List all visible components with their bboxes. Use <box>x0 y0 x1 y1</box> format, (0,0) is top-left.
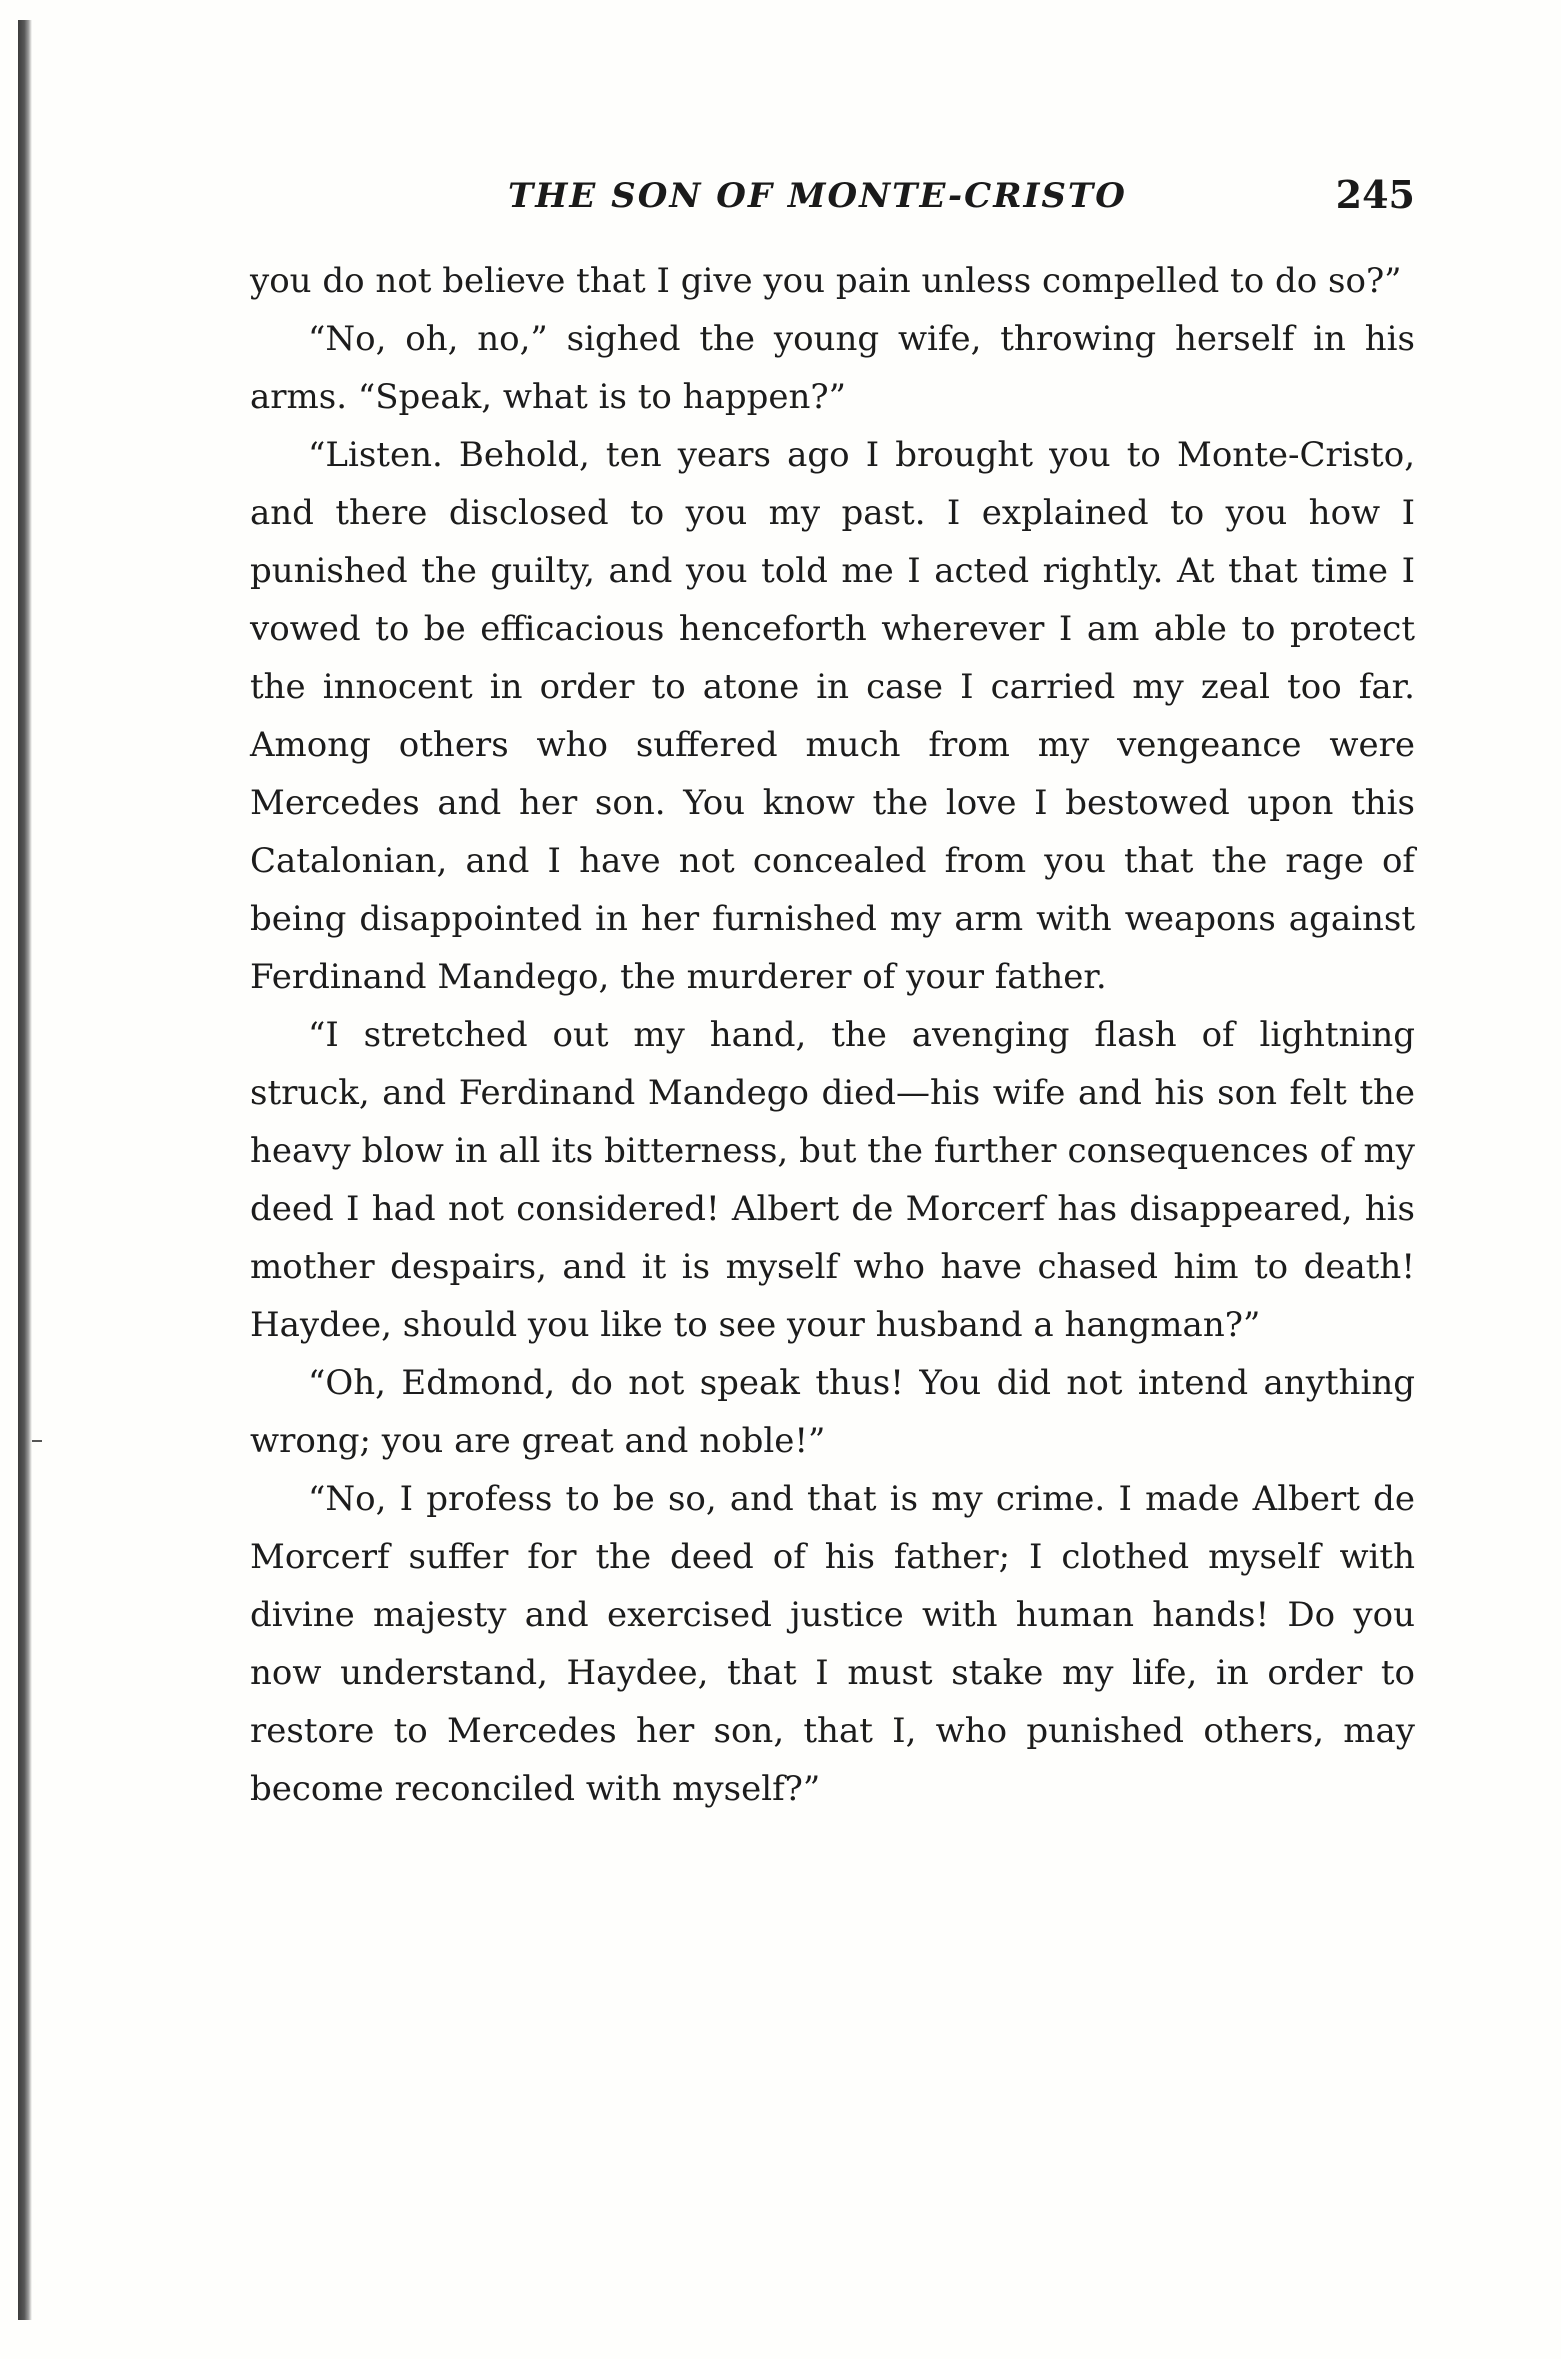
binding-mark <box>32 1440 42 1442</box>
body-text <box>250 252 1415 1818</box>
paragraph-3: “Listen. Behold, ten years ago I brought you to Monte-Cristo, and there disclosed to you my past. I explained to you how I punished the guilty, and you told me I acted rightly. At that time I vowed to be efficacious henceforth wherever I am able to protect the innocent in order to atone in case I carried my zeal too far. Among others who suffered much from my vengeance were Mercedes and her son. You know the love I bestowed upon this Catalonian, and I have not concealed from you that the rage of being disappointed in her furnished my arm with weapons against Ferdinand Mandego, the murderer of your father. <box>250 435 1415 997</box>
binding-edge <box>18 20 32 2320</box>
running-title: THE SON OF MONTE-CRISTO <box>508 176 1127 216</box>
paragraph-6: “No, I profess to be so, and that is my crime. I made Albert de Morcerf suffer for the deed of his father; I clothed myself with divine majesty and exercised justice with human hands! Do you now understand, Haydee, that I must stake my life, in order to restore to Mercedes her son, that I, who punished others, may become reconciled with myself?” <box>250 1479 1415 1809</box>
page-header <box>250 172 1415 222</box>
page-number: 245 <box>1335 172 1415 217</box>
paragraph-1: you do not believe that I give you pain unless compelled to do so?” <box>250 261 1402 301</box>
paragraph-4: “I stretched out my hand, the avenging flash of lightning struck, and Ferdinand Mandego died—his wife and his son felt the heavy blow in all its bitterness, but the further consequences of my deed I had not considered! Albert de Morcerf has disappeared, his mother despairs, and it is myself who have chased him to death! Haydee, should you like to see your husband a hangman?” <box>250 1015 1415 1345</box>
paragraph-2: “No, oh, no,” sighed the young wife, throwing herself in his arms. “Speak, what is to happen?” <box>250 319 1415 417</box>
paragraph-5: “Oh, Edmond, do not speak thus! You did not intend anything wrong; you are great and noble!” <box>250 1363 1415 1461</box>
